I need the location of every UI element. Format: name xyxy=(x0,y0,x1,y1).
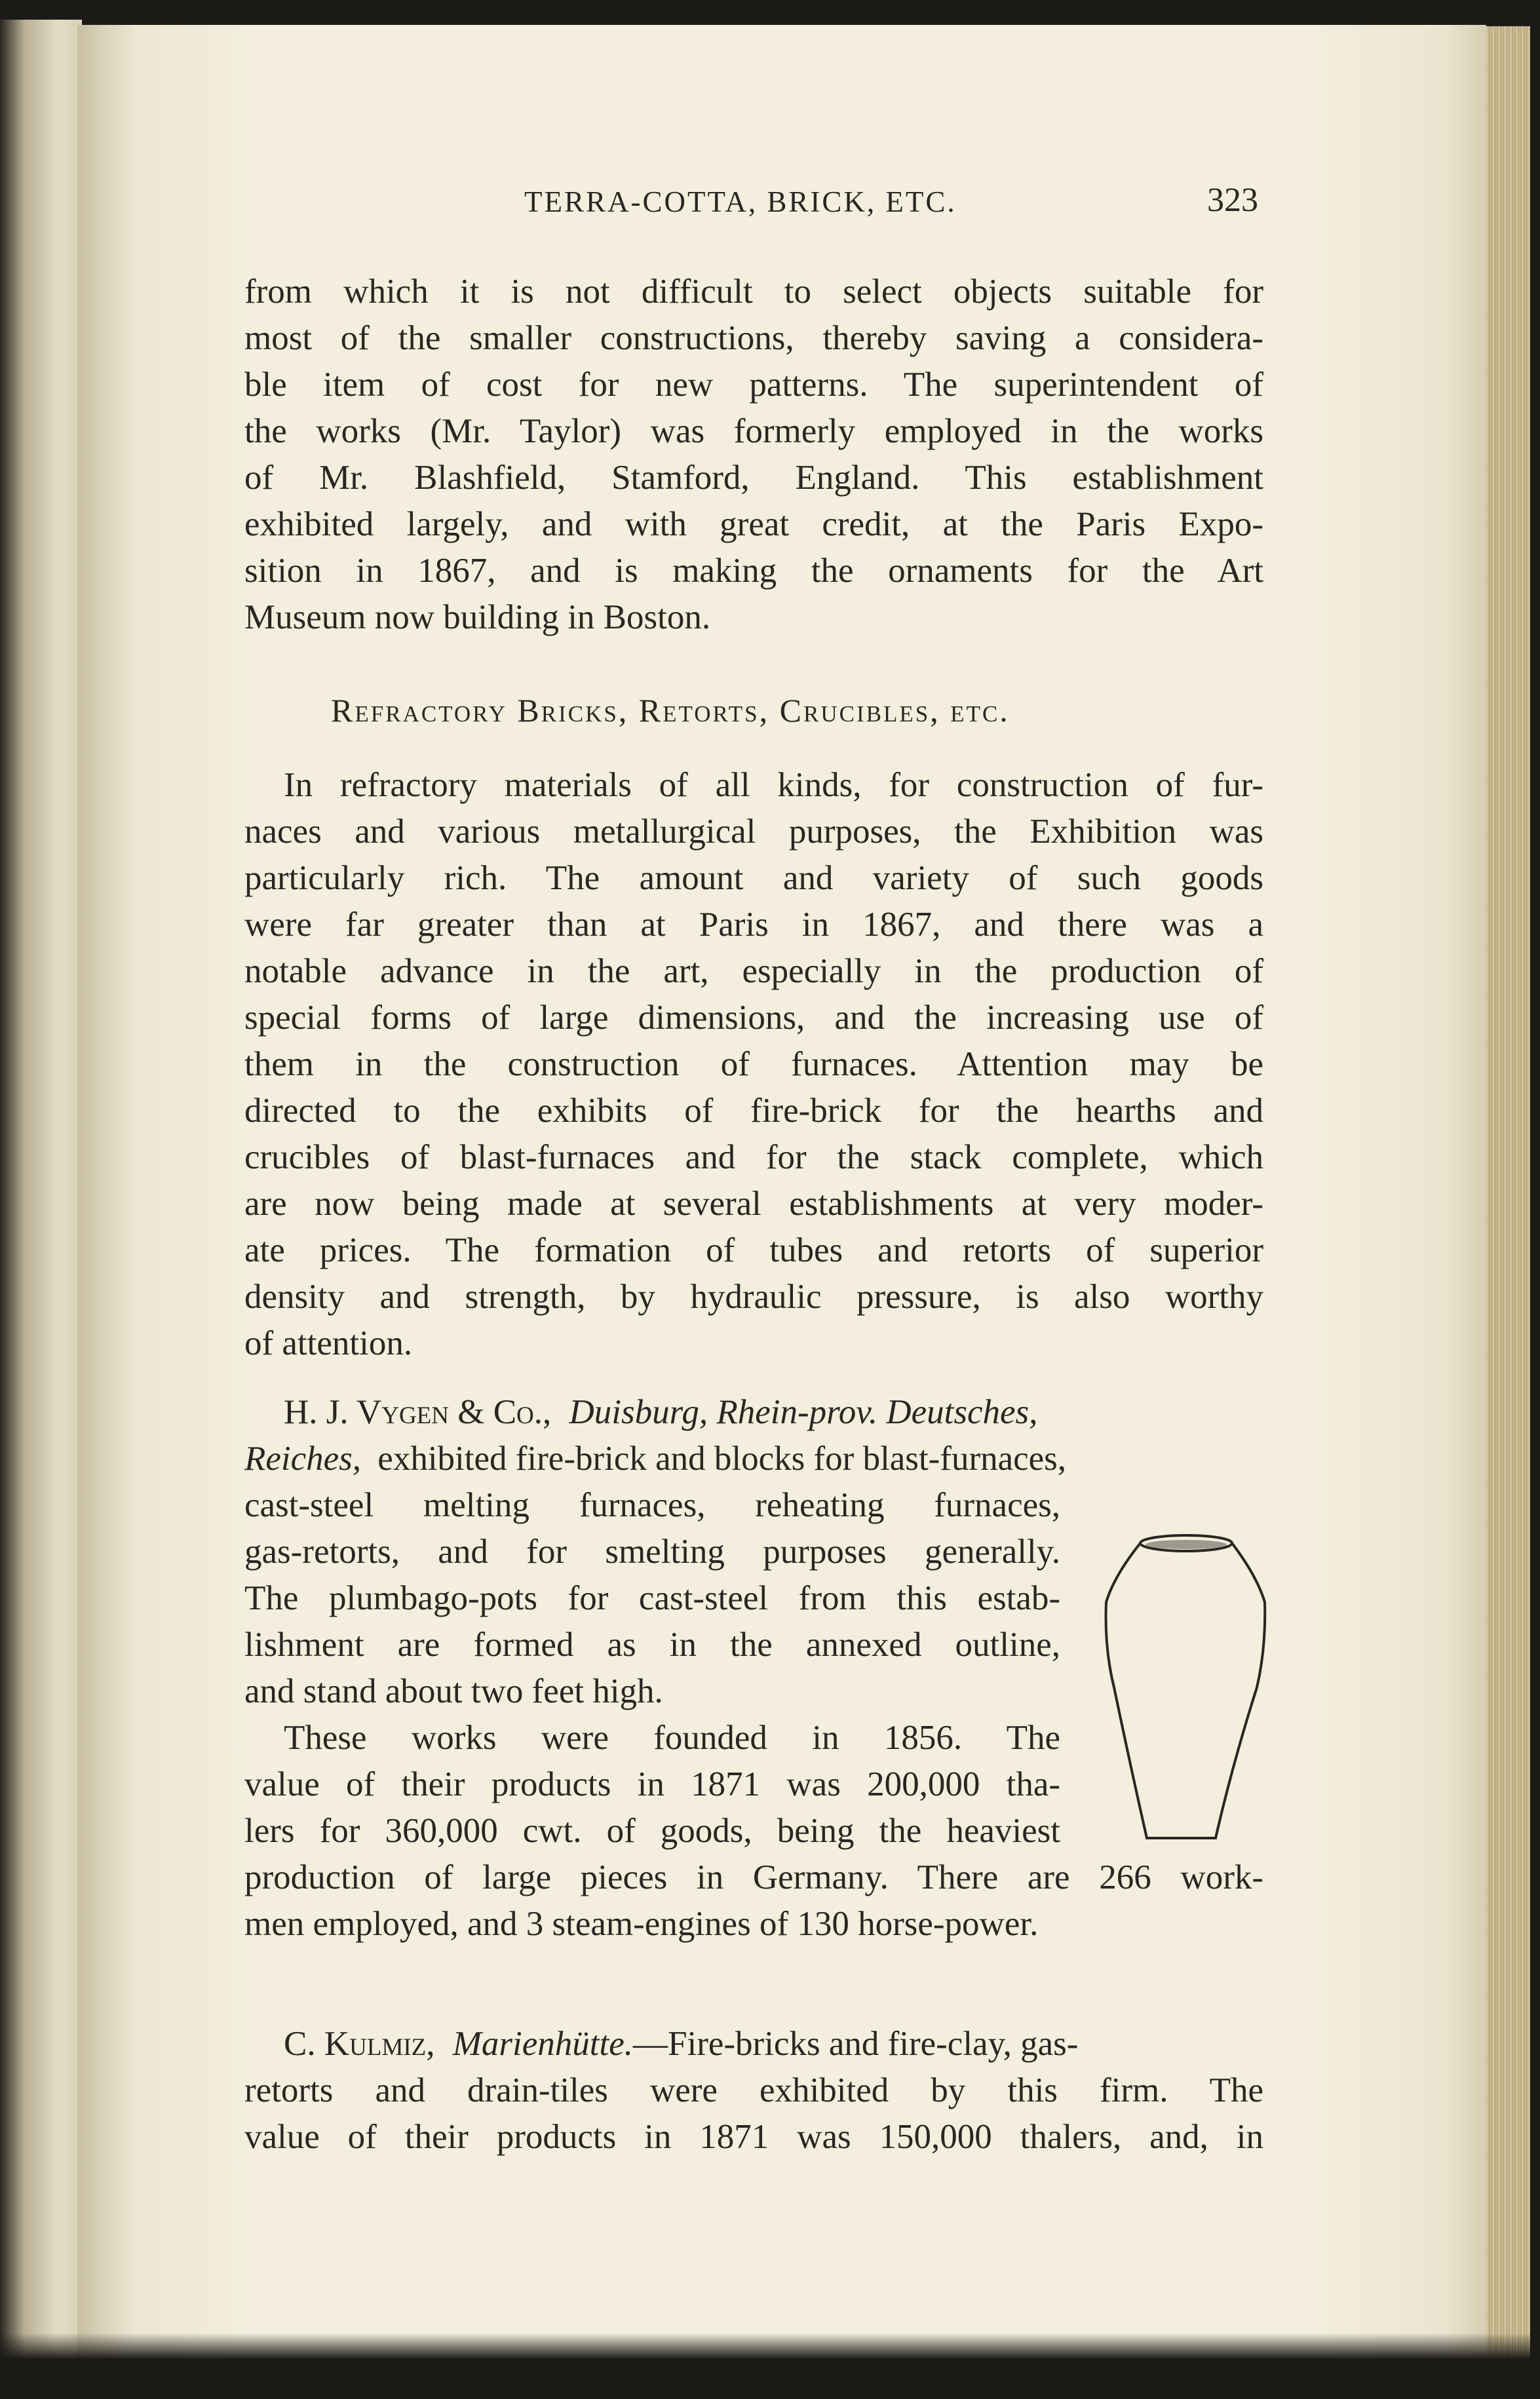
text-line-indent: These works were founded in 1856. The xyxy=(284,1719,1060,1757)
text-line: value of their products in 1871 was 200,000 tha- xyxy=(244,1765,1060,1803)
vygen-line-1 xyxy=(284,1389,1263,1436)
vygen-firm: H. J. Vygen & Co., xyxy=(284,1393,552,1431)
page-number: 323 xyxy=(1207,182,1258,219)
kulmiz-place: Marienhütte. xyxy=(452,2025,634,2063)
text-line: of Mr. Blashfield, Stamford, England. This establishment xyxy=(244,459,1263,497)
vygen-line-2 xyxy=(244,1436,1263,1482)
text-line: sition in 1867, and is making the ornaments for the Art xyxy=(244,552,1263,590)
text-line-last: and stand about two feet high. xyxy=(244,1672,663,1710)
vygen-place: Duisburg, Rhein-prov. Deutsches, xyxy=(569,1393,1038,1431)
section-heading: Refractory Bricks, Retorts, Crucibles, etc. xyxy=(331,692,1010,729)
kulmiz-line-1-text: —Fire-bricks and fire-clay, gas- xyxy=(633,2025,1079,2063)
text-line: ble item of cost for new patterns. The superintendent of xyxy=(244,366,1263,404)
text-line: retorts and drain-tiles were exhibited by this firm. The xyxy=(244,2071,1263,2109)
text-line: most of the smaller constructions, thereby saving a considera- xyxy=(244,319,1263,357)
scan-bottom-shadow xyxy=(0,2333,1540,2399)
text-line: naces and various metallurgical purposes, the Exhibition was xyxy=(244,813,1263,851)
text-line: density and strength, by hydraulic pressure, is also worthy xyxy=(244,1278,1263,1316)
text-line-last: of attention. xyxy=(244,1324,413,1362)
facing-page-edge xyxy=(0,20,82,2379)
text-line-last: men employed, and 3 steam-engines of 130 horse-power. xyxy=(244,1905,1039,1943)
vygen-place-2: Reiches, xyxy=(244,1440,362,1478)
text-line-last: Museum now building in Boston. xyxy=(244,598,711,636)
text-line: are now being made at several establishments at very moder- xyxy=(244,1185,1263,1223)
text-line: cast-steel melting furnaces, reheating furnaces, xyxy=(244,1486,1060,1524)
text-line: gas-retorts, and for smelting purposes generally. xyxy=(244,1533,1060,1571)
text-line: production of large pieces in Germany. There are 266 work- xyxy=(244,1858,1263,1896)
text-line: The plumbago-pots for cast-steel from this estab- xyxy=(244,1579,1060,1617)
kulmiz-line-1 xyxy=(284,2021,1263,2067)
text-line: directed to the exhibits of fire-brick for the hearths and xyxy=(244,1092,1263,1130)
text-line: lers for 360,000 cwt. of goods, being the heaviest xyxy=(244,1812,1060,1850)
text-line: value of their products in 1871 was 150,000 thalers, and, in xyxy=(244,2118,1263,2156)
plumbago-pot-outline-icon xyxy=(1101,1530,1271,1845)
text-line: were far greater than at Paris in 1867, and there was a xyxy=(244,906,1263,944)
text-line: notable advance in the art, especially in the production of xyxy=(244,952,1263,990)
text-line: ate prices. The formation of tubes and retorts of superior xyxy=(244,1231,1263,1269)
vygen-line-2-text: exhibited fire-brick and blocks for blast-furnaces, xyxy=(377,1440,1067,1478)
text-line: the works (Mr. Taylor) was formerly employed in the works xyxy=(244,412,1263,450)
text-line: them in the construction of furnaces. Attention may be xyxy=(244,1045,1263,1083)
text-line: from which it is not difficult to select objects suitable for xyxy=(244,273,1263,311)
text-line-indent: In refractory materials of all kinds, for construction of fur- xyxy=(284,766,1263,804)
kulmiz-firm: C. Kulmiz, xyxy=(284,2025,435,2063)
text-line: particularly rich. The amount and variety of such goods xyxy=(244,859,1263,897)
text-line: special forms of large dimensions, and the increasing use of xyxy=(244,999,1263,1037)
text-line: crucibles of blast-furnaces and for the stack complete, which xyxy=(244,1138,1263,1176)
text-line: exhibited largely, and with great credit, at the Paris Expo- xyxy=(244,505,1263,543)
running-head-title: TERRA-COTTA, BRICK, ETC. xyxy=(524,185,957,218)
text-line: lishment are formed as in the annexed outline, xyxy=(244,1626,1060,1664)
